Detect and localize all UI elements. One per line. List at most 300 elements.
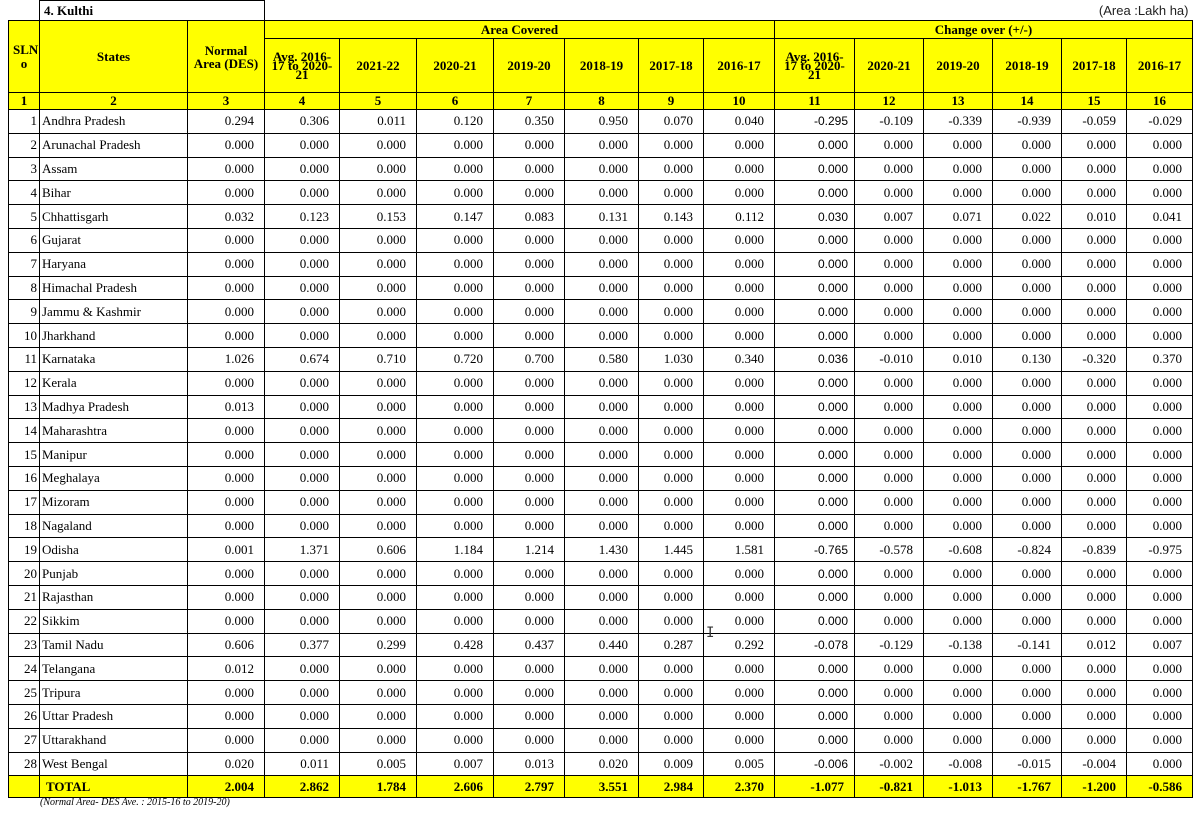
value-cell: 1.184	[417, 538, 494, 562]
value-cell: 0.000	[340, 585, 417, 609]
state-cell: Punjab	[40, 562, 188, 586]
value-cell: 0.000	[993, 324, 1062, 348]
value-cell: 0.000	[494, 466, 565, 490]
value-cell: 0.000	[494, 395, 565, 419]
value-cell: 0.000	[1127, 300, 1193, 324]
value-cell: 0.000	[1062, 252, 1127, 276]
state-cell: Nagaland	[40, 514, 188, 538]
table-row	[9, 252, 1193, 276]
value-cell: 0.000	[188, 585, 265, 609]
value-cell: 0.000	[494, 228, 565, 252]
value-cell: 0.120	[417, 110, 494, 134]
value-cell: 0.437	[494, 633, 565, 657]
value-cell: 0.000	[993, 252, 1062, 276]
value-cell: 1.214	[494, 538, 565, 562]
value-cell: 0.000	[639, 466, 704, 490]
value-cell: 0.000	[855, 585, 924, 609]
state-cell: Telangana	[40, 657, 188, 681]
unit-note: (Area :Lakh ha)	[265, 1, 1193, 21]
value-cell: 0.000	[639, 252, 704, 276]
value-cell: -0.059	[1062, 110, 1127, 134]
state-cell: Himachal Pradesh	[40, 276, 188, 300]
value-cell: 0.000	[340, 466, 417, 490]
value-cell: 0.000	[340, 562, 417, 586]
value-cell: 0.000	[924, 585, 993, 609]
value-cell: 1.026	[188, 347, 265, 371]
value-cell: 0.000	[775, 728, 855, 752]
sl-no-cell: 6	[9, 228, 40, 252]
value-cell: 0.000	[1062, 657, 1127, 681]
state-cell: Uttarakhand	[40, 728, 188, 752]
value-cell: 0.000	[417, 609, 494, 633]
column-number: 5	[340, 93, 417, 110]
value-cell: 0.000	[340, 395, 417, 419]
value-cell: 0.000	[855, 728, 924, 752]
value-cell: 0.000	[855, 157, 924, 181]
value-cell: 0.000	[340, 371, 417, 395]
value-cell: 0.012	[1062, 633, 1127, 657]
value-cell: 0.000	[775, 609, 855, 633]
value-cell: 0.000	[924, 562, 993, 586]
value-cell: 0.000	[993, 728, 1062, 752]
value-cell: 0.143	[639, 205, 704, 229]
value-cell: 0.000	[775, 419, 855, 443]
value-cell: -0.029	[1127, 110, 1193, 134]
value-cell: 0.000	[340, 657, 417, 681]
value-cell: 0.000	[1127, 371, 1193, 395]
value-cell: 0.000	[639, 514, 704, 538]
value-cell: 0.000	[340, 300, 417, 324]
column-number: 14	[993, 93, 1062, 110]
value-cell: -0.078	[775, 633, 855, 657]
value-cell: 0.000	[265, 562, 340, 586]
table-row	[9, 395, 1193, 419]
value-cell: 0.000	[1062, 157, 1127, 181]
value-cell: 0.000	[1127, 252, 1193, 276]
table-row	[9, 110, 1193, 134]
value-cell: 0.022	[993, 205, 1062, 229]
value-cell: 0.036	[775, 347, 855, 371]
value-cell: 0.000	[855, 514, 924, 538]
table-row	[9, 419, 1193, 443]
header-year-change: 2016-17	[1127, 39, 1193, 93]
value-cell: 0.000	[1127, 681, 1193, 705]
value-cell: 0.000	[704, 704, 775, 728]
value-cell: 1.430	[565, 538, 639, 562]
value-cell: 0.000	[340, 181, 417, 205]
value-cell: 0.000	[993, 228, 1062, 252]
total-value-cell: -0.821	[855, 776, 924, 798]
sl-no-cell: 28	[9, 752, 40, 776]
value-cell: 0.000	[639, 657, 704, 681]
header-year-change: 2019-20	[924, 39, 993, 93]
value-cell: 0.000	[565, 514, 639, 538]
total-label: TOTAL	[40, 776, 188, 798]
state-cell: Kerala	[40, 371, 188, 395]
state-cell: Bihar	[40, 181, 188, 205]
value-cell: 0.000	[340, 609, 417, 633]
value-cell: 0.000	[1062, 228, 1127, 252]
table-row	[9, 157, 1193, 181]
value-cell: -0.939	[993, 110, 1062, 134]
table-row	[9, 347, 1193, 371]
value-cell: 0.000	[775, 490, 855, 514]
value-cell: -0.008	[924, 752, 993, 776]
value-cell: 0.000	[855, 181, 924, 205]
value-cell: 0.112	[704, 205, 775, 229]
value-cell: 0.000	[188, 490, 265, 514]
value-cell: 0.000	[855, 657, 924, 681]
value-cell: 0.000	[1127, 181, 1193, 205]
value-cell: 0.000	[775, 181, 855, 205]
value-cell: 0.000	[565, 419, 639, 443]
value-cell: 0.580	[565, 347, 639, 371]
value-cell: 0.000	[639, 300, 704, 324]
value-cell: 0.005	[340, 752, 417, 776]
value-cell: 0.000	[188, 562, 265, 586]
value-cell: 0.000	[993, 371, 1062, 395]
total-value-cell: -1.767	[993, 776, 1062, 798]
value-cell: 0.000	[1062, 133, 1127, 157]
value-cell: 0.070	[639, 110, 704, 134]
value-cell: 0.000	[265, 681, 340, 705]
value-cell: 0.000	[265, 157, 340, 181]
value-cell: 0.000	[565, 276, 639, 300]
value-cell: 0.000	[417, 490, 494, 514]
value-cell: 0.000	[855, 276, 924, 300]
sl-no-cell: 19	[9, 538, 40, 562]
value-cell: 0.000	[639, 585, 704, 609]
value-cell: 0.000	[417, 585, 494, 609]
value-cell: 0.000	[565, 466, 639, 490]
total-value-cell: 3.551	[565, 776, 639, 798]
value-cell: 0.287	[639, 633, 704, 657]
value-cell: 0.000	[265, 300, 340, 324]
value-cell: 0.606	[188, 633, 265, 657]
column-number: 10	[704, 93, 775, 110]
text-cursor-icon: I	[706, 625, 715, 641]
value-cell: -0.109	[855, 110, 924, 134]
sl-no-cell: 3	[9, 157, 40, 181]
value-cell: 0.000	[775, 585, 855, 609]
value-cell: 0.000	[340, 133, 417, 157]
value-cell: 0.000	[993, 490, 1062, 514]
value-cell: 0.153	[340, 205, 417, 229]
value-cell: 0.000	[265, 609, 340, 633]
value-cell: 0.000	[855, 490, 924, 514]
sl-no-cell: 4	[9, 181, 40, 205]
value-cell: 0.000	[704, 157, 775, 181]
table-row	[9, 752, 1193, 776]
value-cell: 0.000	[1127, 704, 1193, 728]
table-row	[9, 324, 1193, 348]
value-cell: 0.013	[494, 752, 565, 776]
sl-no-cell: 18	[9, 514, 40, 538]
value-cell: 0.000	[704, 324, 775, 348]
value-cell: 0.000	[417, 443, 494, 467]
value-cell: 0.000	[188, 728, 265, 752]
value-cell: 0.000	[993, 681, 1062, 705]
value-cell: 0.000	[417, 181, 494, 205]
value-cell: 0.000	[188, 514, 265, 538]
value-cell: 0.000	[775, 157, 855, 181]
value-cell: 0.000	[188, 371, 265, 395]
table-row	[9, 181, 1193, 205]
value-cell: 0.000	[494, 514, 565, 538]
value-cell: 0.000	[924, 395, 993, 419]
value-cell: 0.000	[775, 324, 855, 348]
value-cell: 0.000	[775, 466, 855, 490]
value-cell: 0.000	[417, 324, 494, 348]
value-cell: 0.020	[565, 752, 639, 776]
value-cell: 0.000	[775, 276, 855, 300]
sl-no-cell: 11	[9, 347, 40, 371]
value-cell: 0.000	[775, 133, 855, 157]
value-cell: 0.000	[855, 443, 924, 467]
table-row	[9, 205, 1193, 229]
value-cell: 0.000	[639, 728, 704, 752]
value-cell: 0.000	[340, 681, 417, 705]
value-cell: 0.000	[639, 443, 704, 467]
value-cell: 0.000	[565, 300, 639, 324]
value-cell: 0.130	[993, 347, 1062, 371]
column-number: 13	[924, 93, 993, 110]
sl-no-cell: 20	[9, 562, 40, 586]
value-cell: 0.000	[494, 490, 565, 514]
value-cell: 0.000	[265, 657, 340, 681]
value-cell: 0.000	[1062, 371, 1127, 395]
column-number: 4	[265, 93, 340, 110]
total-value-cell: 2.370	[704, 776, 775, 798]
header-year-area: 2021-22	[340, 39, 417, 93]
value-cell: 0.000	[494, 157, 565, 181]
page-title: 4. Kulthi	[40, 1, 265, 21]
column-number: 11	[775, 93, 855, 110]
value-cell: 0.000	[340, 228, 417, 252]
value-cell: -0.295	[775, 110, 855, 134]
value-cell: 0.000	[775, 514, 855, 538]
value-cell: 0.000	[704, 562, 775, 586]
value-cell: 0.440	[565, 633, 639, 657]
header-year-area: 2016-17	[704, 39, 775, 93]
value-cell: 0.299	[340, 633, 417, 657]
value-cell: -0.004	[1062, 752, 1127, 776]
value-cell: 0.000	[1127, 752, 1193, 776]
state-cell: Jammu & Kashmir	[40, 300, 188, 324]
value-cell: 1.371	[265, 538, 340, 562]
table-row	[9, 133, 1193, 157]
column-number: 1	[9, 93, 40, 110]
value-cell: 0.000	[494, 371, 565, 395]
value-cell: 0.000	[855, 562, 924, 586]
value-cell: 0.000	[704, 371, 775, 395]
table-row	[9, 443, 1193, 467]
value-cell: 0.000	[188, 466, 265, 490]
value-cell: 0.000	[704, 252, 775, 276]
value-cell: 0.000	[993, 466, 1062, 490]
value-cell: 0.000	[565, 181, 639, 205]
value-cell: 0.000	[775, 657, 855, 681]
table-row	[9, 300, 1193, 324]
value-cell: 0.000	[639, 704, 704, 728]
value-cell: -0.765	[775, 538, 855, 562]
total-value-cell: -1.077	[775, 776, 855, 798]
header-year-area: 2018-19	[565, 39, 639, 93]
value-cell: 0.000	[639, 324, 704, 348]
value-cell: 0.000	[417, 157, 494, 181]
value-cell: 0.000	[494, 181, 565, 205]
header-year-area: 2019-20	[494, 39, 565, 93]
value-cell: 0.000	[188, 609, 265, 633]
value-cell: 0.000	[1127, 466, 1193, 490]
state-cell: Andhra Pradesh	[40, 110, 188, 134]
value-cell: 0.000	[417, 728, 494, 752]
value-cell: 0.000	[639, 419, 704, 443]
value-cell: 0.000	[1062, 466, 1127, 490]
value-cell: 0.000	[1127, 419, 1193, 443]
value-cell: 0.000	[417, 681, 494, 705]
value-cell: 0.700	[494, 347, 565, 371]
value-cell: 0.000	[265, 133, 340, 157]
value-cell: 0.000	[1127, 609, 1193, 633]
value-cell: 0.030	[775, 205, 855, 229]
value-cell: 0.000	[565, 371, 639, 395]
value-cell: 0.000	[265, 585, 340, 609]
value-cell: 0.000	[565, 133, 639, 157]
value-cell: 0.000	[1127, 443, 1193, 467]
value-cell: 0.720	[417, 347, 494, 371]
value-cell: 0.000	[1062, 514, 1127, 538]
value-cell: 0.000	[565, 324, 639, 348]
value-cell: 0.011	[265, 752, 340, 776]
state-cell: Tripura	[40, 681, 188, 705]
state-cell: Gujarat	[40, 228, 188, 252]
sl-no-cell: 2	[9, 133, 40, 157]
value-cell: 0.000	[924, 681, 993, 705]
value-cell: 0.032	[188, 205, 265, 229]
value-cell: 0.000	[704, 514, 775, 538]
value-cell: 0.000	[924, 514, 993, 538]
value-cell: -0.006	[775, 752, 855, 776]
value-cell: 0.000	[775, 395, 855, 419]
value-cell: 0.000	[265, 276, 340, 300]
value-cell: 0.000	[417, 419, 494, 443]
value-cell: 0.000	[924, 728, 993, 752]
value-cell: 0.000	[1062, 681, 1127, 705]
header-year-change: 2020-21	[855, 39, 924, 93]
value-cell: 0.000	[704, 609, 775, 633]
sl-no-cell: 17	[9, 490, 40, 514]
sl-no-cell: 14	[9, 419, 40, 443]
value-cell: 0.000	[1062, 181, 1127, 205]
value-cell: 0.294	[188, 110, 265, 134]
value-cell: 0.000	[494, 681, 565, 705]
sl-no-cell: 21	[9, 585, 40, 609]
sl-no-cell: 10	[9, 324, 40, 348]
value-cell: 0.000	[265, 514, 340, 538]
value-cell: 0.000	[993, 514, 1062, 538]
value-cell: 0.000	[1062, 443, 1127, 467]
value-cell: 0.012	[188, 657, 265, 681]
value-cell: 0.000	[1127, 276, 1193, 300]
value-cell: 0.000	[188, 704, 265, 728]
value-cell: 0.000	[704, 276, 775, 300]
value-cell: 0.000	[565, 157, 639, 181]
value-cell: 0.000	[417, 395, 494, 419]
value-cell: -0.141	[993, 633, 1062, 657]
value-cell: 0.306	[265, 110, 340, 134]
value-cell: 0.000	[494, 300, 565, 324]
value-cell: 0.000	[565, 704, 639, 728]
state-cell: Uttar Pradesh	[40, 704, 188, 728]
total-value-cell: 2.606	[417, 776, 494, 798]
value-cell: 0.000	[565, 562, 639, 586]
value-cell: 0.000	[639, 157, 704, 181]
value-cell: 0.000	[924, 300, 993, 324]
value-cell: 0.000	[1127, 490, 1193, 514]
value-cell: 0.000	[417, 133, 494, 157]
value-cell: 0.000	[340, 252, 417, 276]
total-value-cell: 1.784	[340, 776, 417, 798]
column-number: 2	[40, 93, 188, 110]
value-cell: 0.000	[188, 300, 265, 324]
value-cell: 0.000	[565, 585, 639, 609]
column-number: 3	[188, 93, 265, 110]
state-cell: Karnataka	[40, 347, 188, 371]
state-cell: Mizoram	[40, 490, 188, 514]
value-cell: 0.000	[993, 585, 1062, 609]
value-cell: 0.000	[494, 324, 565, 348]
sl-no-cell: 25	[9, 681, 40, 705]
value-cell: 0.000	[1127, 657, 1193, 681]
value-cell: 0.000	[265, 443, 340, 467]
value-cell: 0.000	[704, 419, 775, 443]
value-cell: 0.000	[417, 657, 494, 681]
value-cell: 0.000	[704, 443, 775, 467]
value-cell: 0.000	[265, 228, 340, 252]
value-cell: 0.340	[704, 347, 775, 371]
value-cell: 0.013	[188, 395, 265, 419]
value-cell: 0.000	[340, 514, 417, 538]
value-cell: 0.000	[417, 562, 494, 586]
value-cell: 0.000	[494, 276, 565, 300]
value-cell: 0.000	[265, 324, 340, 348]
value-cell: 0.000	[924, 324, 993, 348]
value-cell: 0.000	[855, 704, 924, 728]
value-cell: 0.000	[565, 609, 639, 633]
value-cell: 0.000	[494, 609, 565, 633]
value-cell: 0.000	[188, 228, 265, 252]
sl-no-cell: 23	[9, 633, 40, 657]
footnote: (Normal Area- DES Ave. : 2015-16 to 2019-20)	[40, 797, 230, 808]
value-cell: -0.129	[855, 633, 924, 657]
value-cell: 0.000	[417, 300, 494, 324]
value-cell: 0.000	[1127, 728, 1193, 752]
value-cell: 0.131	[565, 205, 639, 229]
value-cell: 0.606	[340, 538, 417, 562]
total-value-cell: -0.586	[1127, 776, 1193, 798]
header-avg-area: Avg. 2016-17 to 2020-21	[265, 39, 340, 93]
value-cell: 0.674	[265, 347, 340, 371]
value-cell: 0.000	[993, 133, 1062, 157]
value-cell: 0.000	[417, 371, 494, 395]
value-cell: 0.000	[639, 681, 704, 705]
state-cell: Assam	[40, 157, 188, 181]
value-cell: 0.000	[993, 704, 1062, 728]
state-cell: Tamil Nadu	[40, 633, 188, 657]
table-row	[9, 276, 1193, 300]
value-cell: 0.000	[1062, 395, 1127, 419]
